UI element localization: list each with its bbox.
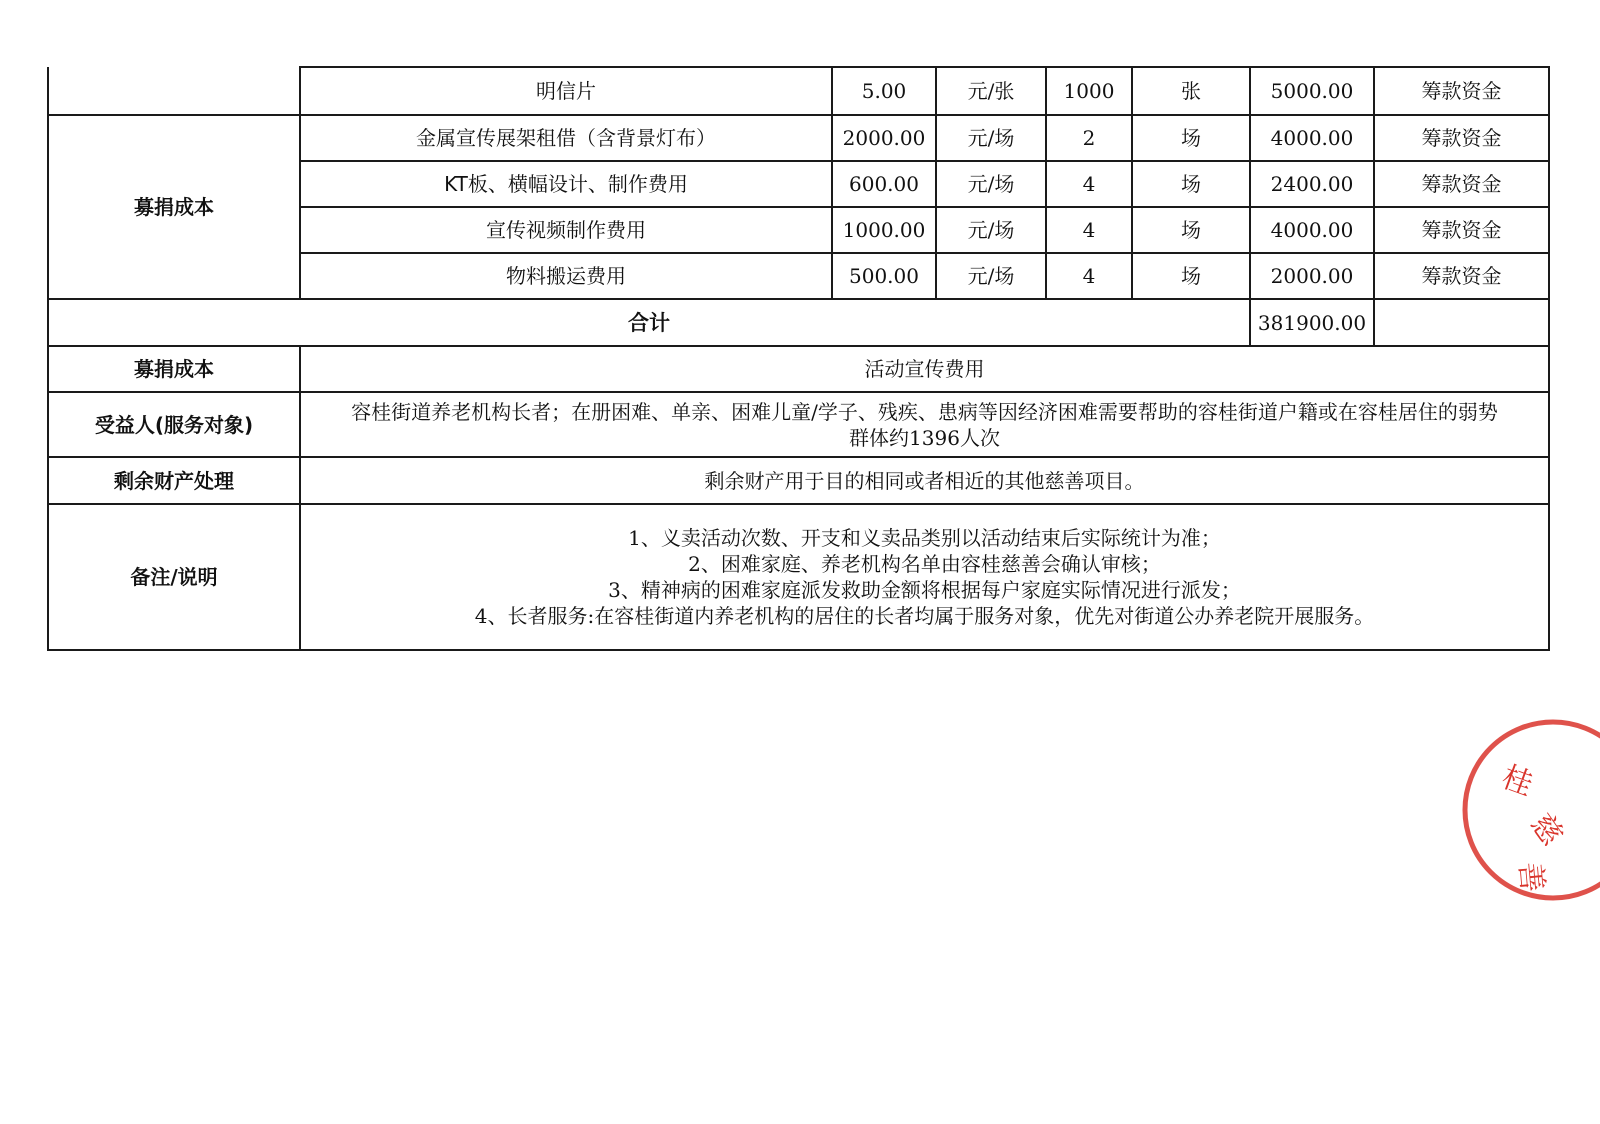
item-price: 1000.00 bbox=[832, 207, 936, 253]
item-unit: 场 bbox=[1132, 115, 1250, 161]
note-line-3: 3、精神病的困难家庭派发救助金额将根据每户家庭实际情况进行派发； bbox=[608, 578, 1241, 602]
item-amount: 4000.00 bbox=[1250, 115, 1374, 161]
fundraising-cost-value: 活动宣传费用 bbox=[300, 346, 1549, 392]
item-qty: 2 bbox=[1046, 115, 1132, 161]
item-name: 物料搬运费用 bbox=[300, 253, 832, 299]
item-qty: 4 bbox=[1046, 207, 1132, 253]
official-seal bbox=[1458, 715, 1600, 905]
svg-text:慈: 慈 bbox=[1523, 807, 1570, 853]
item-qty: 1000 bbox=[1046, 67, 1132, 115]
item-unit-price: 元/场 bbox=[936, 207, 1046, 253]
item-name: KT板、横幅设计、制作费用 bbox=[300, 161, 832, 207]
item-source: 筹款资金 bbox=[1374, 67, 1549, 115]
remaining-assets-label: 剩余财产处理 bbox=[48, 457, 300, 504]
fundraising-cost-row bbox=[48, 346, 1549, 392]
svg-text:桂: 桂 bbox=[1497, 759, 1538, 803]
note-line-4: 4、长者服务:在容桂街道内养老机构的居住的长者均属于服务对象，优先对街道公办养老院开展服务。 bbox=[474, 604, 1375, 628]
item-amount: 2400.00 bbox=[1250, 161, 1374, 207]
item-unit: 场 bbox=[1132, 253, 1250, 299]
item-amount: 4000.00 bbox=[1250, 207, 1374, 253]
note-line-2: 2、困难家庭、养老机构名单由容桂慈善会确认审核； bbox=[688, 552, 1161, 576]
item-unit-price: 元/场 bbox=[936, 253, 1046, 299]
beneficiary-row bbox=[48, 392, 1549, 457]
item-name: 宣传视频制作费用 bbox=[300, 207, 832, 253]
note-line-1: 1、义卖活动次数、开支和义卖品类别以活动结束后实际统计为准； bbox=[628, 526, 1221, 550]
remaining-assets-value: 剩余财产用于目的相同或者相近的其他慈善项目。 bbox=[300, 457, 1549, 504]
item-name: 金属宣传展架租借（含背景灯布） bbox=[300, 115, 832, 161]
notes-label: 备注/说明 bbox=[48, 504, 300, 650]
item-price: 500.00 bbox=[832, 253, 936, 299]
total-row bbox=[48, 299, 1549, 346]
notes-value bbox=[300, 504, 1549, 650]
empty-category-cell bbox=[48, 67, 300, 115]
item-amount: 5000.00 bbox=[1250, 67, 1374, 115]
item-amount: 2000.00 bbox=[1250, 253, 1374, 299]
fundraising-cost-label: 募捐成本 bbox=[48, 346, 300, 392]
remaining-assets-row bbox=[48, 457, 1549, 504]
budget-table bbox=[47, 66, 1550, 651]
item-price: 600.00 bbox=[832, 161, 936, 207]
item-unit-price: 元/张 bbox=[936, 67, 1046, 115]
item-name: 明信片 bbox=[300, 67, 832, 115]
total-empty-cell bbox=[1374, 299, 1549, 346]
item-source: 筹款资金 bbox=[1374, 207, 1549, 253]
total-label: 合计 bbox=[48, 299, 1250, 346]
item-unit: 张 bbox=[1132, 67, 1250, 115]
item-source: 筹款资金 bbox=[1374, 253, 1549, 299]
beneficiary-line-1: 容桂街道养老机构长者；在册困难、单亲、困难儿童/学子、残疾、患病等因经济困难需要帮助的容桂街道户籍或在容桂居住的弱势 bbox=[351, 399, 1498, 424]
beneficiary-label: 受益人(服务对象) bbox=[48, 392, 300, 457]
item-price: 5.00 bbox=[832, 67, 936, 115]
beneficiary-line-2: 群体约1396人次 bbox=[849, 425, 1000, 450]
table-row bbox=[48, 115, 1549, 161]
item-source: 筹款资金 bbox=[1374, 161, 1549, 207]
fundraising-cost-category: 募捐成本 bbox=[48, 115, 300, 299]
item-unit-price: 元/场 bbox=[936, 161, 1046, 207]
notes-row bbox=[48, 504, 1549, 650]
item-qty: 4 bbox=[1046, 161, 1132, 207]
item-source: 筹款资金 bbox=[1374, 115, 1549, 161]
total-amount: 381900.00 bbox=[1250, 299, 1374, 346]
beneficiary-value bbox=[300, 392, 1549, 457]
item-price: 2000.00 bbox=[832, 115, 936, 161]
item-unit: 场 bbox=[1132, 161, 1250, 207]
svg-text:善: 善 bbox=[1512, 860, 1550, 894]
item-qty: 4 bbox=[1046, 253, 1132, 299]
table-row bbox=[48, 67, 1549, 115]
item-unit-price: 元/场 bbox=[936, 115, 1046, 161]
item-unit: 场 bbox=[1132, 207, 1250, 253]
